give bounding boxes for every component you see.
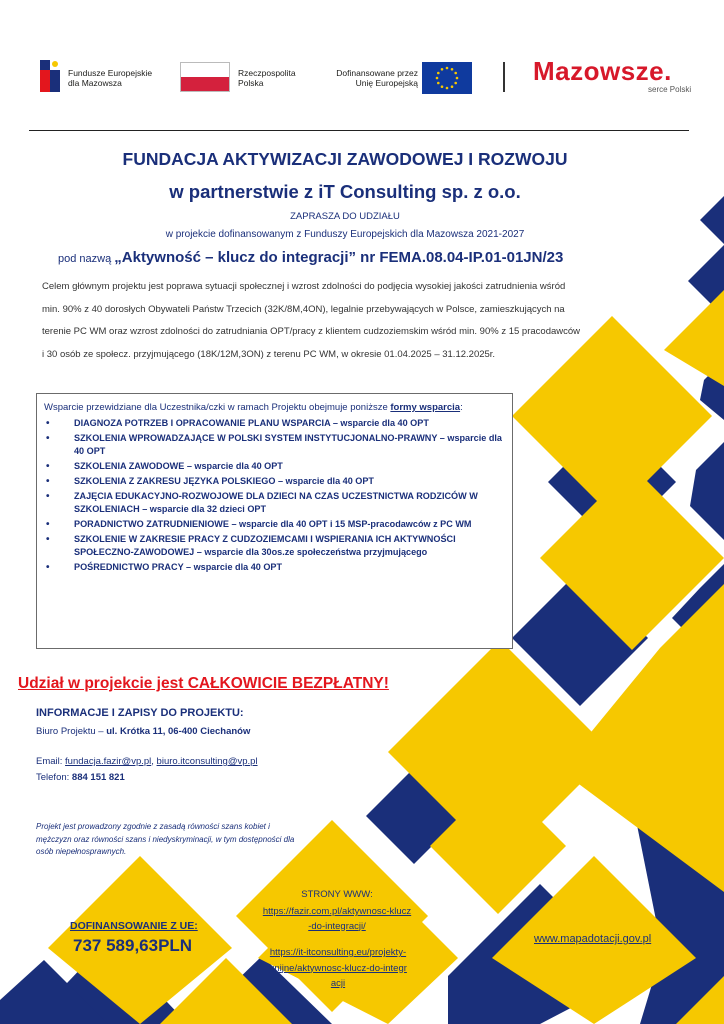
email-line <box>36 756 258 767</box>
mazowsze-tagline: serce Polski <box>648 85 692 94</box>
email-separator: , <box>151 756 157 767</box>
support-list <box>44 417 505 574</box>
partnership-title: w partnerstwie z iT Consulting sp. z o.o. <box>169 181 521 202</box>
rp-logo-line1: Rzeczpospolita <box>238 68 296 78</box>
project-description: Celem głównym projektu jest poprawa sytuacji społecznej i wzrost zdolności do podjęcia wysokiej jakości zatrudnienia wśród min. 90% z 40 dorosłych Obywateli Państw Trzecich (32K/8M,4ON), legalnie przebywających w Polsce, zamieszkujących na terenie PC WM oraz wzrost zdolności do zatrudniania OPT/pracy z klientem cudzoziemskim wśród min. 90% z 15 pracodawców i 30 osób ze społecz. przyjmującego (18K/12M,3ON) z terenu PC WM, w okresie 01.04.2025 – 31.12.2025r. <box>42 281 581 360</box>
mapadotacji-link[interactable]: www.mapadotacji.gov.pl <box>534 933 652 945</box>
email-link-fazir[interactable]: fundacja.fazir@vp.pl <box>65 756 152 767</box>
mazowsze-logo <box>533 56 713 96</box>
phone-line <box>36 772 125 783</box>
eu-logo-line1: Dofinansowane przez <box>336 68 418 78</box>
support-item: • SZKOLENIA ZAWODOWE – wsparcie dla 40 OPT <box>44 460 505 473</box>
fe-flag-icon <box>36 56 64 96</box>
support-item: • ZAJĘCIA EDUKACYJNO-ROZWOJOWE DLA DZIECI NA CZAS UCZESTNICTWA RODZICÓW W SZKOLENIACH – wsparcie dla 32 dzieci OPT <box>44 490 505 516</box>
eu-logo-line2: Unię Europejską <box>355 78 418 88</box>
support-intro <box>44 401 505 414</box>
equality-note: Projekt jest prowadzony zgodnie z zasadą równości szans kobiet i mężczyzn oraz równości szans i niedyskryminacji, w tym dostępności dla osób niepełnosprawnych. <box>36 822 295 856</box>
email-label: Email: <box>36 756 66 767</box>
fe-logo <box>36 56 176 96</box>
project-name-prefix: pod nazwą <box>58 253 115 265</box>
eu-logo-text <box>322 68 418 88</box>
office-label: Biuro Projektu – <box>36 726 107 737</box>
eu-logo <box>322 62 482 94</box>
contact-heading: INFORMACJE I ZAPISY DO PROJEKTU: <box>36 707 244 719</box>
website-link-itconsulting[interactable]: https://it-itconsulting.eu/projekty-unijne/aktywnosc-klucz-do-integracji <box>269 947 407 989</box>
support-item: • SZKOLENIA Z ZAKRESU JĘZYKA POLSKIEGO – wsparcie dla 40 OPT <box>44 475 505 488</box>
fe-logo-text <box>68 68 152 88</box>
fe-logo-line2: dla Mazowsza <box>68 78 122 88</box>
support-item: • SZKOLENIE W ZAKRESIE PRACY Z CUDZOZIEMCAMI I WSPIERANIA ICH AKTYWNOŚCI SPOŁECZNO-ZAWODOWEJ – wsparcie dla 30os.ze społeczeństwa przyjmującego <box>44 533 505 559</box>
pl-flag-icon <box>180 62 230 92</box>
fe-logo-line1: Fundusze Europejskie <box>68 68 153 78</box>
support-item: • SZKOLENIA WPROWADZAJĄCE W POLSKI SYSTEM INSTYTUCJONALNO-PRAWNY – wsparcie dla 40 OPT <box>44 432 505 458</box>
support-item: • DIAGNOZA POTRZEB I OPRACOWANIE PLANU WSPARCIA – wsparcie dla 40 OPT <box>44 417 505 430</box>
office-address-value: ul. Krótka 11, 06-400 Ciechanów <box>106 726 251 737</box>
support-box <box>36 393 513 649</box>
funding-amount: 737 589,63PLN <box>73 936 193 955</box>
websites-label: STRONY WWW: <box>301 889 373 900</box>
project-name: „Aktywność – klucz do integracji” nr FEMA.08.04-IP.01-01JN/23 <box>114 249 564 266</box>
rp-logo-line2: Polska <box>238 78 264 88</box>
support-item: • POŚREDNICTWO PRACY – wsparcie dla 40 OPT <box>44 561 505 574</box>
organization-title: FUNDACJA AKTYWIZACJI ZAWODOWEJ I ROZWOJU <box>122 149 568 169</box>
header-rule <box>29 130 689 131</box>
website-link-fazir[interactable]: https://fazir.com.pl/aktywnosc-klucz-do-integracji/ <box>262 906 412 932</box>
office-address <box>36 726 250 737</box>
rp-logo-text <box>238 68 296 88</box>
support-forms-link: formy wsparcia <box>390 402 461 413</box>
invitation-text: ZAPRASZA DO UDZIAŁU <box>290 211 400 222</box>
mazowsze-logo-text: Mazowsze. <box>533 56 672 86</box>
phone-number: 884 151 821 <box>71 772 125 783</box>
project-name-line <box>58 249 563 266</box>
phone-label: Telefon: <box>36 772 72 783</box>
support-item: • PORADNICTWO ZATRUDNIENIOWE – wsparcie dla 40 OPT i 15 MSP-pracodawców z PC WM <box>44 518 505 531</box>
support-intro-end: : <box>460 402 463 413</box>
support-intro-text: Wsparcie przewidziane dla Uczestnika/czki w ramach Projektu obejmuje poniższe <box>44 402 391 413</box>
eu-flag-icon <box>422 62 472 94</box>
rp-logo <box>180 62 310 94</box>
logo-divider <box>503 62 505 92</box>
project-funding-line: w projekcie dofinansowanym z Funduszy Europejskich dla Mazowsza 2021-2027 <box>165 229 525 240</box>
free-participation-notice: Udział w projekcie jest CAŁKOWICIE BEZPŁATNY! <box>18 675 389 692</box>
funding-label: DOFINANSOWANIE Z UE: <box>70 920 198 932</box>
email-link-itconsulting[interactable]: biuro.itconsulting@vp.pl <box>156 756 258 767</box>
